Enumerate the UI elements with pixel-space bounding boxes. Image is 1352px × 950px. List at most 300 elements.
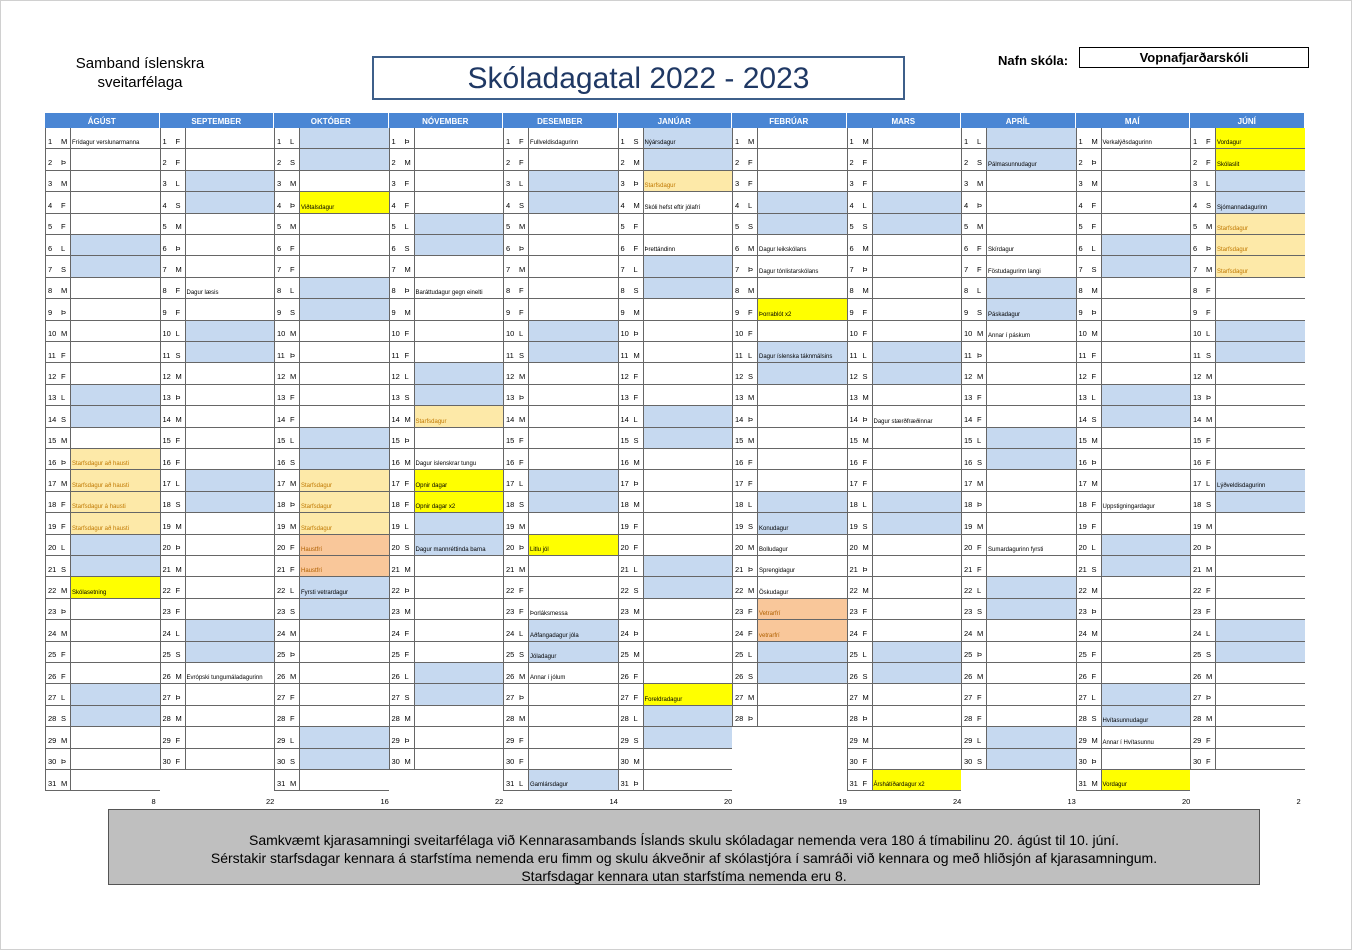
day-event-cell	[872, 449, 962, 469]
day-number	[619, 385, 643, 405]
day-event-cell	[185, 642, 275, 662]
day-event-cell	[528, 727, 618, 747]
weekday-letter: M	[977, 179, 984, 189]
day-number	[962, 470, 986, 490]
day-number	[1077, 256, 1101, 276]
day-row	[160, 363, 275, 384]
day-event-cell: Uppstigningardagur	[1101, 492, 1191, 512]
day-date: 24	[162, 628, 171, 638]
day-date: 8	[849, 286, 854, 296]
day-number	[848, 235, 872, 255]
day-number	[46, 406, 70, 426]
day-date: 17	[735, 479, 744, 489]
day-event-cell	[1101, 577, 1191, 597]
day-number	[1191, 492, 1215, 512]
day-date: 10	[620, 329, 629, 339]
day-event-cell	[757, 321, 847, 341]
day-date: 4	[277, 200, 282, 210]
day-event-cell	[1101, 385, 1191, 405]
day-date: 25	[277, 650, 286, 660]
day-row	[732, 428, 847, 449]
day-row	[1190, 492, 1305, 513]
day-event-cell	[70, 192, 160, 212]
weekday-letter: M	[862, 243, 869, 253]
day-event-cell	[757, 663, 847, 683]
day-row	[1190, 749, 1305, 770]
day-date: 22	[277, 586, 286, 596]
day-event-cell	[185, 620, 275, 640]
day-event-cell	[643, 149, 733, 169]
day-event-cell: Bolludagur	[757, 535, 847, 555]
day-event-cell: Aðfangadagur jóla	[528, 620, 618, 640]
day-number	[733, 192, 757, 212]
weekday-letter: S	[290, 307, 296, 317]
day-number	[848, 706, 872, 726]
day-event-cell	[528, 385, 618, 405]
weekday-letter: F	[175, 136, 181, 146]
weekday-letter: M	[748, 393, 755, 403]
day-number	[504, 149, 528, 169]
day-event-cell	[986, 470, 1076, 490]
day-number	[1077, 149, 1101, 169]
weekday-letter: F	[977, 564, 982, 574]
day-number	[733, 299, 757, 319]
day-number	[619, 577, 643, 597]
day-number	[161, 385, 185, 405]
day-number	[619, 706, 643, 726]
day-event-cell	[185, 749, 275, 769]
day-date: 11	[735, 350, 743, 360]
day-date: 23	[964, 607, 973, 617]
weekday-letter: L	[290, 136, 295, 146]
day-number	[504, 363, 528, 383]
day-number	[390, 171, 414, 191]
day-number	[390, 642, 414, 662]
day-date: 30	[1078, 757, 1087, 767]
day-row	[160, 749, 275, 770]
day-number	[46, 256, 70, 276]
day-row	[847, 470, 962, 491]
day-row	[961, 278, 1076, 299]
weekday-letter: F	[748, 628, 753, 638]
day-row	[160, 342, 275, 363]
weekday-letter: F	[290, 543, 295, 553]
day-event-cell	[299, 406, 389, 426]
day-row	[160, 235, 275, 256]
day-event-cell	[757, 406, 847, 426]
day-row	[45, 299, 160, 320]
day-number	[1191, 663, 1215, 683]
day-event-cell	[299, 321, 389, 341]
organization-line2: sveitarfélaga	[97, 74, 183, 91]
day-row	[1190, 256, 1305, 277]
day-row	[160, 706, 275, 727]
day-row	[618, 770, 733, 791]
day-row	[274, 128, 389, 149]
day-number	[504, 706, 528, 726]
day-event-cell: Þrettándinn	[643, 235, 733, 255]
month-school-day-count: 2	[1296, 797, 1301, 806]
weekday-letter: Þ	[404, 586, 410, 596]
weekday-letter: M	[1091, 586, 1098, 596]
day-date: 15	[277, 436, 286, 446]
day-event-cell	[70, 556, 160, 576]
weekday-letter: S	[175, 200, 181, 210]
day-number	[733, 535, 757, 555]
day-row	[1190, 235, 1305, 256]
weekday-letter: F	[61, 222, 66, 232]
month-school-day-count: 20	[1182, 797, 1191, 806]
day-number	[46, 171, 70, 191]
day-row	[732, 470, 847, 491]
weekday-letter: F	[862, 158, 868, 168]
day-event-cell	[757, 385, 847, 405]
weekday-letter: F	[862, 778, 868, 788]
day-number	[161, 470, 185, 490]
day-number	[1077, 470, 1101, 490]
weekday-letter: Þ	[519, 693, 525, 703]
weekday-letter: Þ	[404, 436, 410, 446]
day-event-cell: Sprengidagur	[757, 556, 847, 576]
day-date: 29	[1078, 735, 1087, 745]
day-row	[160, 492, 275, 513]
day-date: 29	[964, 735, 973, 745]
day-number	[848, 256, 872, 276]
day-event-cell	[70, 535, 160, 555]
weekday-letter: M	[1206, 564, 1213, 574]
weekday-letter: M	[61, 329, 68, 339]
day-event-cell	[643, 663, 733, 683]
weekday-letter: F	[977, 414, 982, 424]
day-row	[618, 749, 733, 770]
day-number	[962, 492, 986, 512]
weekday-letter: S	[977, 307, 983, 317]
day-date: 31	[48, 778, 57, 788]
day-event-cell: Konudagur	[757, 513, 847, 533]
weekday-letter: L	[1206, 628, 1211, 638]
day-event-cell	[70, 406, 160, 426]
day-event-cell	[1101, 321, 1191, 341]
day-row	[618, 385, 733, 406]
day-row	[961, 706, 1076, 727]
day-event-cell	[986, 684, 1076, 704]
day-row	[618, 428, 733, 449]
day-date: 17	[162, 479, 171, 489]
day-number	[619, 749, 643, 769]
day-row	[503, 321, 618, 342]
day-number	[161, 256, 185, 276]
weekday-letter: M	[61, 179, 68, 189]
day-event-cell	[1215, 321, 1305, 341]
day-event-cell: Starfsdagur	[1215, 235, 1305, 255]
weekday-letter: F	[748, 307, 753, 317]
day-event-cell: Þorláksmessa	[528, 599, 618, 619]
day-event-cell	[757, 706, 847, 726]
weekday-letter: M	[519, 564, 526, 574]
day-number	[1191, 727, 1215, 747]
day-number	[619, 321, 643, 341]
day-row	[45, 642, 160, 663]
weekday-letter: Þ	[61, 307, 67, 317]
day-event-cell	[872, 684, 962, 704]
weekday-letter: M	[519, 714, 526, 724]
day-date: 1	[1193, 136, 1198, 146]
day-row	[732, 235, 847, 256]
weekday-letter: F	[175, 586, 181, 596]
day-number	[848, 470, 872, 490]
weekday-letter: M	[1206, 714, 1213, 724]
day-date: 2	[391, 158, 396, 168]
school-name-field[interactable]: Vopnafjarðarskóli	[1079, 47, 1309, 68]
day-date: 10	[849, 329, 858, 339]
day-event-cell	[1215, 428, 1305, 448]
day-date: 18	[391, 500, 400, 510]
weekday-letter: F	[1091, 671, 1097, 681]
day-row	[389, 171, 504, 192]
day-number	[848, 192, 872, 212]
day-event-cell	[414, 428, 504, 448]
day-number	[848, 171, 872, 191]
day-date: 18	[277, 500, 286, 510]
day-event-cell	[414, 214, 504, 234]
weekday-letter: S	[1091, 714, 1097, 724]
day-event-cell	[1101, 214, 1191, 234]
day-event-cell: Starfsdagur	[1215, 256, 1305, 276]
day-event-cell	[643, 342, 733, 362]
day-date: 19	[735, 521, 744, 531]
day-date: 4	[162, 200, 167, 210]
day-date: 20	[849, 543, 858, 553]
weekday-letter: F	[404, 350, 410, 360]
weekday-letter: L	[748, 650, 753, 660]
day-row	[618, 406, 733, 427]
day-event-cell: Árshátíðardagur x2	[872, 770, 962, 790]
day-event-cell: Annar í páskum	[986, 321, 1076, 341]
weekday-letter: F	[404, 200, 410, 210]
day-number	[619, 492, 643, 512]
day-date: 24	[849, 628, 858, 638]
weekday-letter: M	[290, 222, 297, 232]
day-date: 27	[391, 693, 400, 703]
day-event-cell	[414, 235, 504, 255]
day-date: 23	[162, 607, 171, 617]
day-date: 24	[735, 628, 744, 638]
day-number	[275, 749, 299, 769]
day-date: 11	[620, 350, 629, 360]
day-number	[161, 535, 185, 555]
day-row	[274, 492, 389, 513]
day-date: 17	[391, 479, 400, 489]
day-number	[390, 385, 414, 405]
day-number	[275, 449, 299, 469]
day-event-cell	[643, 620, 733, 640]
day-event-cell	[1101, 620, 1191, 640]
weekday-letter: L	[175, 628, 180, 638]
day-number	[1077, 171, 1101, 191]
day-row	[732, 535, 847, 556]
day-row	[503, 535, 618, 556]
day-event-cell	[185, 321, 275, 341]
day-event-cell: Fyrsti vetrardagur	[299, 577, 389, 597]
day-date: 16	[735, 457, 744, 467]
day-number	[619, 342, 643, 362]
day-row	[847, 770, 962, 791]
day-event-cell	[414, 385, 504, 405]
day-event-cell	[872, 299, 962, 319]
day-event-cell	[872, 642, 962, 662]
weekday-letter: M	[1091, 136, 1098, 146]
day-date: 5	[277, 222, 282, 232]
day-date: 16	[162, 457, 171, 467]
day-date: 13	[620, 393, 629, 403]
day-row	[503, 770, 618, 791]
day-row	[45, 749, 160, 770]
weekday-letter: Þ	[290, 500, 296, 510]
day-event-cell	[1101, 363, 1191, 383]
day-row	[961, 663, 1076, 684]
day-number	[390, 684, 414, 704]
day-number	[733, 577, 757, 597]
day-number	[1077, 620, 1101, 640]
day-date: 6	[1193, 243, 1198, 253]
day-row	[389, 428, 504, 449]
weekday-letter: M	[748, 136, 755, 146]
weekday-letter: F	[977, 265, 982, 275]
day-event-cell: Opnir dagar	[414, 470, 504, 490]
day-row	[961, 492, 1076, 513]
weekday-letter: F	[1206, 286, 1211, 296]
day-number	[962, 727, 986, 747]
day-row	[1076, 492, 1191, 513]
day-date: 12	[506, 372, 515, 382]
day-date: 19	[1193, 521, 1202, 531]
day-number	[1191, 385, 1215, 405]
day-date: 27	[620, 693, 629, 703]
day-row	[160, 128, 275, 149]
day-date: 11	[391, 350, 400, 360]
day-date: 5	[162, 222, 167, 232]
day-event-cell	[528, 214, 618, 234]
note-line1: Samkvæmt kjarasamningi sveitarfélaga við Kennarasambands Íslands skulu skóladagar nemenda vera 180 á tímabilinu 20. ágúst til 10. júní.	[248, 832, 1120, 848]
day-number	[1191, 278, 1215, 298]
day-date: 22	[48, 586, 57, 596]
day-row	[1076, 620, 1191, 641]
day-row	[618, 256, 733, 277]
day-number	[1077, 128, 1101, 148]
weekday-letter: L	[1206, 329, 1211, 339]
day-row	[732, 513, 847, 534]
day-event-cell	[872, 192, 962, 212]
day-row	[503, 577, 618, 598]
weekday-letter: S	[1091, 414, 1097, 424]
day-date: 8	[1078, 286, 1083, 296]
day-row	[961, 299, 1076, 320]
day-row	[1190, 149, 1305, 170]
month-school-day-count: 20	[724, 797, 733, 806]
day-event-cell	[528, 235, 618, 255]
weekday-letter: M	[862, 286, 869, 296]
day-date: 2	[1078, 158, 1083, 168]
day-number	[275, 620, 299, 640]
weekday-letter: S	[977, 158, 983, 168]
day-number	[733, 171, 757, 191]
day-row	[961, 449, 1076, 470]
day-number	[161, 663, 185, 683]
day-event-cell	[872, 342, 962, 362]
day-row	[274, 663, 389, 684]
day-event-cell	[185, 192, 275, 212]
day-event-cell	[757, 171, 847, 191]
day-number	[962, 321, 986, 341]
day-number	[46, 321, 70, 341]
day-row	[503, 385, 618, 406]
day-row	[732, 321, 847, 342]
weekday-letter: L	[519, 479, 524, 489]
day-event-cell	[185, 171, 275, 191]
day-number	[275, 535, 299, 555]
day-number	[733, 513, 757, 533]
day-event-cell: Starfsdagur að hausti	[70, 470, 160, 490]
weekday-letter: L	[862, 350, 867, 360]
day-event-cell	[299, 663, 389, 683]
day-number	[504, 599, 528, 619]
day-date: 28	[735, 714, 744, 724]
day-date: 6	[162, 243, 167, 253]
weekday-letter: M	[1091, 329, 1098, 339]
day-date: 12	[277, 372, 286, 382]
day-date: 3	[1193, 179, 1198, 189]
day-event-cell	[1215, 385, 1305, 405]
day-number	[1077, 492, 1101, 512]
day-row	[961, 363, 1076, 384]
day-date: 18	[506, 500, 515, 510]
day-date: 6	[735, 243, 740, 253]
day-number	[275, 556, 299, 576]
day-number	[275, 278, 299, 298]
day-row	[503, 363, 618, 384]
day-date: 21	[506, 564, 515, 574]
day-event-cell	[414, 149, 504, 169]
day-number	[1077, 278, 1101, 298]
day-event-cell: Páskadagur	[986, 299, 1076, 319]
day-event-cell	[872, 663, 962, 683]
weekday-letter: F	[175, 436, 181, 446]
day-date: 18	[735, 500, 744, 510]
weekday-letter: S	[1091, 564, 1097, 574]
weekday-letter: F	[633, 693, 639, 703]
day-date: 11	[964, 350, 972, 360]
day-date: 2	[964, 158, 969, 168]
day-date: 7	[48, 265, 53, 275]
day-row	[847, 663, 962, 684]
day-date: 11	[162, 350, 171, 360]
weekday-letter: L	[290, 436, 295, 446]
day-number	[275, 406, 299, 426]
day-event-cell	[1215, 663, 1305, 683]
day-number	[733, 385, 757, 405]
day-row	[503, 342, 618, 363]
day-event-cell	[1101, 663, 1191, 683]
weekday-letter: M	[748, 586, 755, 596]
month-header: JÚNÍ	[1190, 113, 1305, 128]
day-event-cell	[528, 449, 618, 469]
weekday-letter: Þ	[290, 350, 296, 360]
weekday-letter: L	[633, 714, 638, 724]
day-date: 16	[1193, 457, 1202, 467]
day-number	[1191, 513, 1215, 533]
weekday-letter: M	[290, 479, 297, 489]
day-date: 15	[735, 436, 744, 446]
